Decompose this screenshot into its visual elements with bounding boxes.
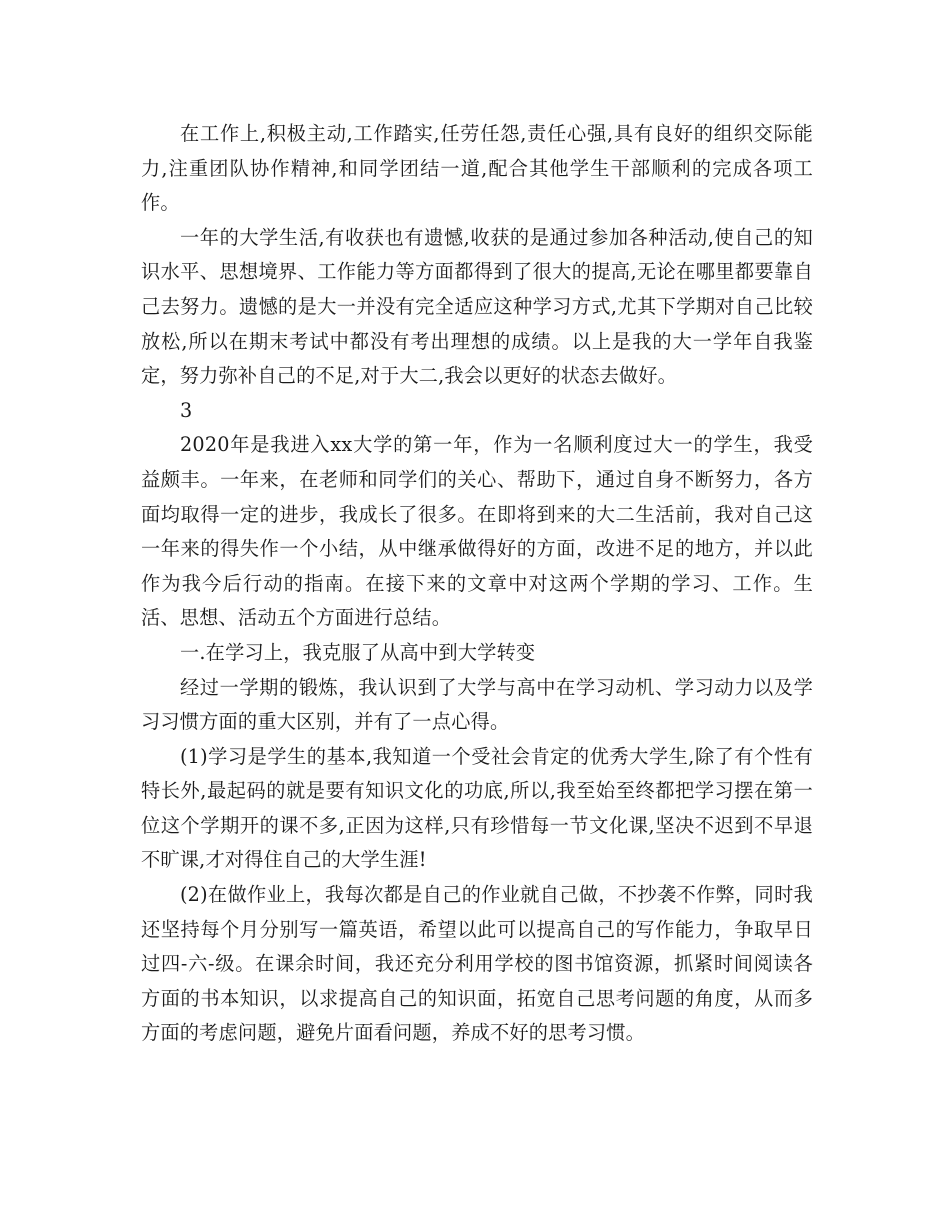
section-heading-study: 一.在学习上，我克服了从高中到大学转变 xyxy=(180,640,536,664)
paragraph-point-2: (2)在做作业上，我每次都是自己的作业就自己做，不抄袭不作弊，同时我还坚持每个月分别写一篇英语，希望以此可以提高自己的写作能力，争取早日过四-六-级。在课余时间，我还充分利用学校的图书馆资源，抓紧时间阅读各方面的书本知识，以求提高自己的知识面，拓宽自己思考问题的角度，从而多方面的考虑问题，避免片面看问题，养成不好的思考习惯。 xyxy=(141,883,813,1045)
paragraph-year-summary: 一年的大学生活,有收获也有遗憾,收获的是通过参加各种活动,使自己的知识水平、思想境界、工作能力等方面都得到了很大的提高,无论在哪里都要靠自己去努力。遗憾的是大一并没有完全适应这种学习方式,尤其下学期对自己比较放松,所以在期末考试中都没有考出理想的成绩。以上是我的大一学年自我鉴定，努力弥补自己的不足,对于大二,我会以更好的状态去做好。 xyxy=(141,225,813,388)
paragraph-point-1: (1)学习是学生的基本,我知道一个受社会肯定的优秀大学生,除了有个性有特长外,最起码的就是要有知识文化的功底,所以,我至始至终都把学习摆在第一位这个学期开的课不多,正因为这样,只有珍惜每一节文化课,坚决不迟到不早退不旷课,才对得住自己的大学生涯! xyxy=(141,744,813,872)
paragraph-study-difference: 经过一学期的锻炼，我认识到了大学与高中在学习动机、学习动力以及学习习惯方面的重大区别，并有了一点心得。 xyxy=(141,675,813,734)
paragraph-intro-2020: 2020年是我进入xx大学的第一年，作为一名顺利度过大一的学生，我受益颇丰。一年来，在老师和同学们的关心、帮助下，通过自身不断努力，各方面均取得一定的进步，我成长了很多。在即将到来的大二生活前，我对自己这一年来的得失作一个小结，从中继承做得好的方面，改进不足的地方，并以此作为我今后行动的指南。在接下来的文章中对这两个学期的学习、工作。生活、思想、活动五个方面进行总结。 xyxy=(141,433,813,630)
section-number: 3 xyxy=(180,398,193,422)
paragraph-work: 在工作上,积极主动,工作踏实,任劳任怨,责任心强,具有良好的组织交际能力,注重团队协作精神,和同学团结一道,配合其他学生干部顺利的完成各项工作。 xyxy=(141,122,813,215)
document-body xyxy=(141,117,813,1051)
